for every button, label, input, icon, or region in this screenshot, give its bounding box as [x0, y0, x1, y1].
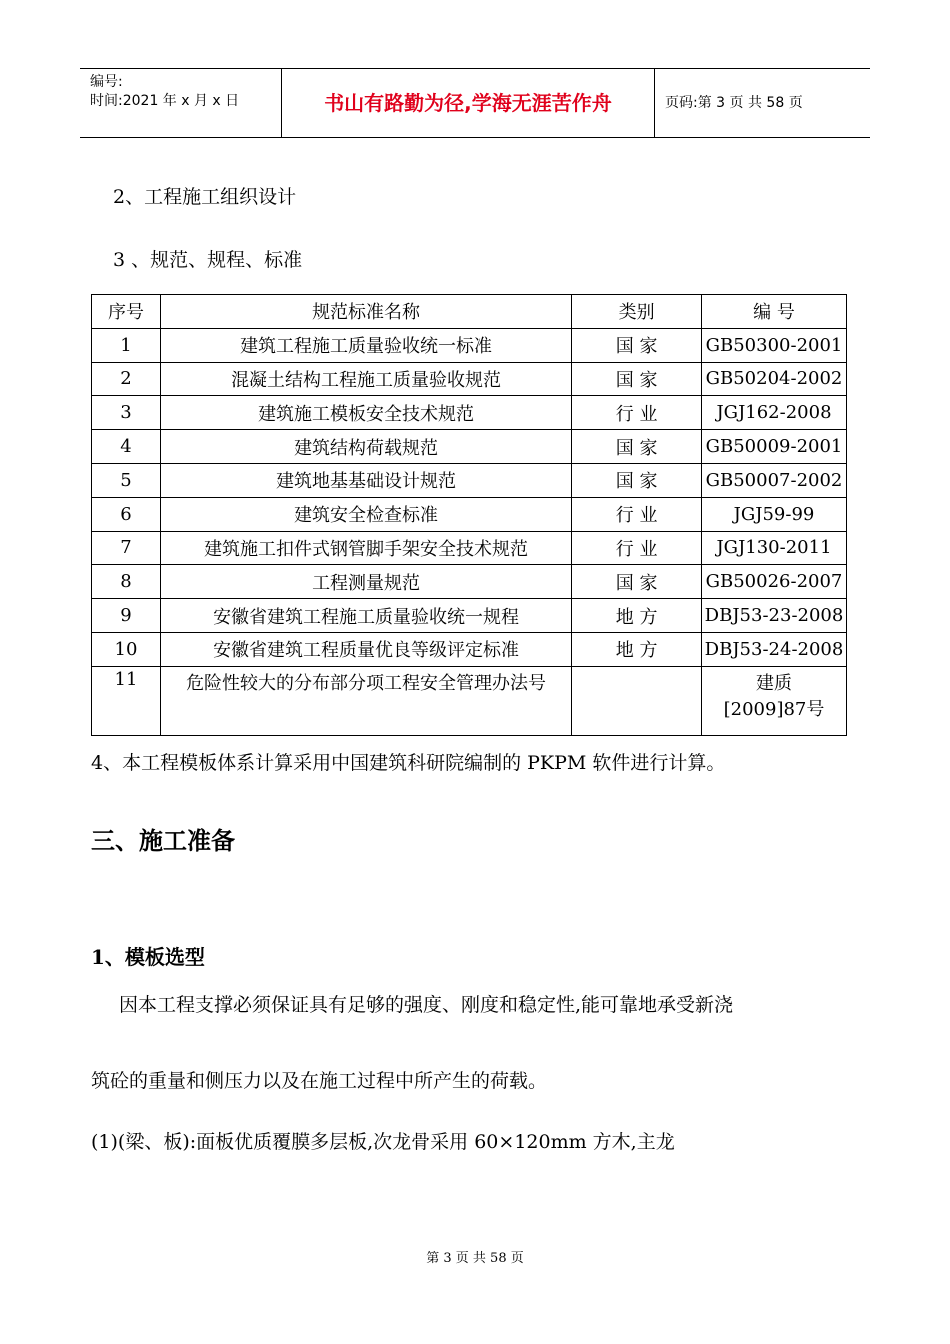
item-2: 2、工程施工组织设计	[113, 186, 297, 208]
row-code: JGJ59-99	[702, 497, 847, 531]
paragraph-1-line-1: 因本工程支撑必须保证具有足够的强度、刚度和稳定性,能可靠地承受新浇	[119, 994, 734, 1016]
row-name: 工程测量规范	[160, 565, 571, 599]
header-category: 类别	[572, 295, 702, 329]
table-row	[92, 666, 847, 735]
row-index: 4	[92, 430, 161, 464]
row-code: GB50300-2001	[702, 328, 847, 362]
row-index: 9	[92, 599, 161, 633]
row-category: 地 方	[572, 599, 702, 633]
row-category: 行 业	[572, 396, 702, 430]
table-row	[92, 531, 847, 565]
row-name: 建筑施工模板安全技术规范	[160, 396, 571, 430]
row-name: 建筑工程施工质量验收统一标准	[160, 328, 571, 362]
number-label: 编号:	[90, 74, 123, 90]
page-header	[80, 68, 870, 138]
header-meta	[80, 69, 282, 137]
row-code: GB50007-2002	[702, 463, 847, 497]
row-category: 行 业	[572, 531, 702, 565]
row-name: 混凝土结构工程施工质量验收规范	[160, 362, 571, 396]
time-label: 时间:2021 年 x 月 x 日	[90, 93, 240, 109]
table-row	[92, 430, 847, 464]
table-row	[92, 565, 847, 599]
row-category: 国 家	[572, 362, 702, 396]
row-code: GB50204-2002	[702, 362, 847, 396]
row-name: 危险性较大的分布部分项工程安全管理办法号	[160, 666, 571, 735]
row-code: DBJ53-24-2008	[702, 632, 847, 666]
row-name: 建筑安全检查标准	[160, 497, 571, 531]
row-code: DBJ53-23-2008	[702, 599, 847, 633]
row-category: 国 家	[572, 430, 702, 464]
table-row	[92, 599, 847, 633]
subsection-heading-1: 1、模板选型	[91, 945, 205, 969]
row-category: 国 家	[572, 463, 702, 497]
row-category: 国 家	[572, 565, 702, 599]
row-name: 安徽省建筑工程质量优良等级评定标准	[160, 632, 571, 666]
page-footer: 第 3 页 共 58 页	[426, 1251, 524, 1266]
row-code: 建质[2009]87号	[702, 666, 847, 735]
row-index: 7	[92, 531, 161, 565]
paragraph-1-line-2: 筑砼的重量和侧压力以及在施工过程中所产生的荷载。	[91, 1070, 548, 1092]
row-code: GB50009-2001	[702, 430, 847, 464]
row-index: 5	[92, 463, 161, 497]
row-index: 2	[92, 362, 161, 396]
row-category: 国 家	[572, 328, 702, 362]
row-index: 3	[92, 396, 161, 430]
row-name: 建筑结构荷载规范	[160, 430, 571, 464]
row-index: 11	[92, 666, 161, 735]
paragraph-2-line-1: (1)(梁、板):面板优质覆膜多层板,次龙骨采用 60×120mm 方木,主龙	[91, 1131, 675, 1153]
item-4: 4、本工程模板体系计算采用中国建筑科研院编制的 PKPM 软件进行计算。	[91, 752, 726, 774]
table-row	[92, 396, 847, 430]
header-page-info: 页码:第 3 页 共 58 页	[665, 95, 803, 111]
row-index: 6	[92, 497, 161, 531]
row-index: 1	[92, 328, 161, 362]
row-index: 10	[92, 632, 161, 666]
row-index: 8	[92, 565, 161, 599]
row-code: JGJ162-2008	[702, 396, 847, 430]
row-category: 地 方	[572, 632, 702, 666]
standards-table	[91, 294, 847, 736]
row-category: 行 业	[572, 497, 702, 531]
header-name: 规范标准名称	[160, 295, 571, 329]
row-code: JGJ130-2011	[702, 531, 847, 565]
row-name: 安徽省建筑工程施工质量验收统一规程	[160, 599, 571, 633]
table-row	[92, 328, 847, 362]
table-row	[92, 632, 847, 666]
table-header-row	[92, 295, 847, 329]
section-heading-3: 三、施工准备	[91, 826, 235, 855]
table-row	[92, 463, 847, 497]
row-code: GB50026-2007	[702, 565, 847, 599]
table-row	[92, 362, 847, 396]
row-name: 建筑施工扣件式钢管脚手架安全技术规范	[160, 531, 571, 565]
table-row	[92, 497, 847, 531]
row-name: 建筑地基基础设计规范	[160, 463, 571, 497]
item-3: 3 、规范、规程、标准	[113, 249, 303, 271]
header-index: 序号	[92, 295, 161, 329]
row-category	[572, 666, 702, 735]
header-motto: 书山有路勤为径,学海无涯苦作舟	[282, 69, 655, 137]
header-code: 编 号	[702, 295, 847, 329]
